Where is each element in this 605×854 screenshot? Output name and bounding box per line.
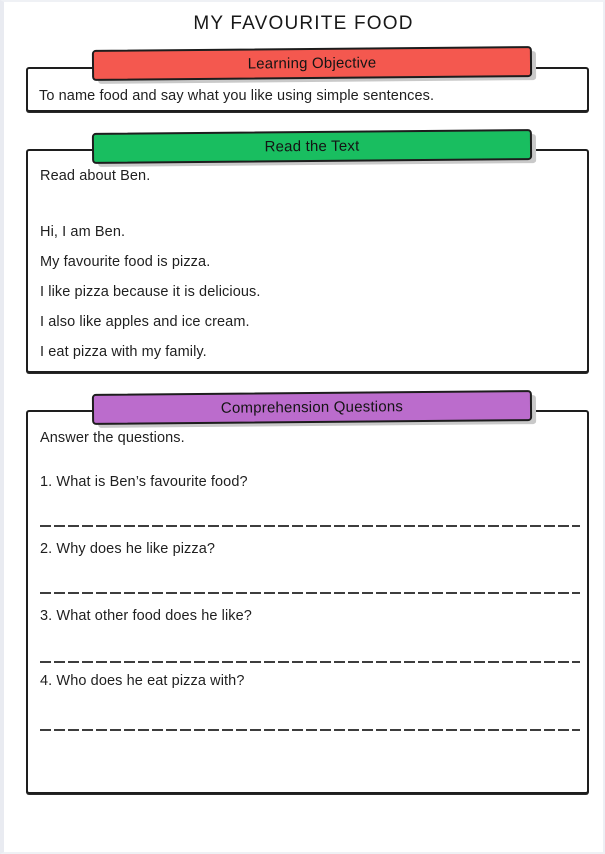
comprehension-questions-banner-label: Comprehension Questions bbox=[220, 398, 404, 417]
read-the-text-banner bbox=[92, 129, 532, 164]
answer-line bbox=[40, 661, 580, 663]
page-title: MY FAVOURITE FOOD bbox=[193, 13, 414, 34]
question-label: 4. Who does he eat pizza with? bbox=[40, 673, 245, 689]
question-label: 2. Why does he like pizza? bbox=[40, 541, 216, 557]
answer-line bbox=[40, 729, 580, 731]
read-instruction: Read about Ben. bbox=[40, 168, 151, 184]
comprehension-questions-banner bbox=[92, 390, 532, 425]
read-line: I like pizza because it is delicious. bbox=[40, 284, 261, 300]
read-the-text-banner-label: Read the Text bbox=[264, 137, 360, 156]
answer-line bbox=[40, 592, 580, 594]
comprehension-questions-box bbox=[26, 410, 589, 794]
read-line: I eat pizza with my family. bbox=[40, 344, 207, 360]
learning-objective-text: To name food and say what you like using simple sentences. bbox=[39, 88, 435, 104]
answer-line bbox=[40, 525, 580, 527]
question-label: 1. What is Ben’s favourite food? bbox=[40, 474, 248, 490]
learning-objective-banner bbox=[92, 46, 532, 81]
read-line: Hi, I am Ben. bbox=[40, 224, 126, 240]
questions-instruction: Answer the questions. bbox=[40, 430, 185, 446]
read-line: I also like apples and ice cream. bbox=[40, 314, 250, 330]
read-line: My favourite food is pizza. bbox=[40, 254, 211, 270]
learning-objective-banner-label: Learning Objective bbox=[247, 54, 377, 73]
read-the-text-box bbox=[26, 149, 589, 373]
question-label: 3. What other food does he like? bbox=[40, 608, 252, 624]
